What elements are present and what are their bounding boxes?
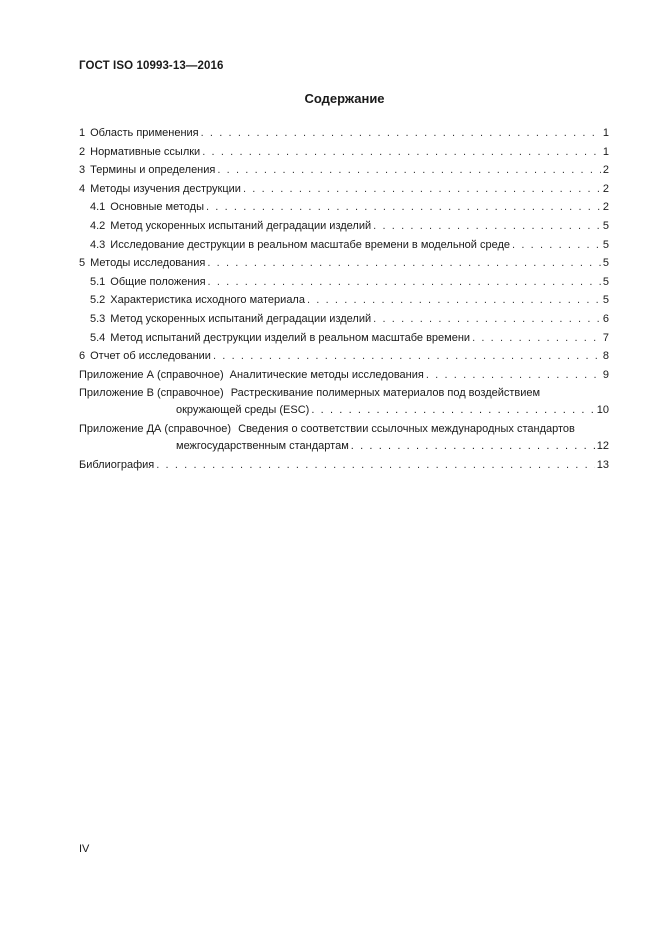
toc-item-text: Метод ускоренных испытаний деградации изделий bbox=[110, 219, 372, 232]
leader-dots bbox=[373, 310, 601, 329]
leader-dots bbox=[243, 180, 601, 199]
toc-item-text: Общие положения bbox=[110, 275, 206, 288]
toc-item-page: 2 bbox=[602, 164, 609, 177]
toc-item-text: Основные методы bbox=[110, 201, 204, 214]
toc-item-page: 6 bbox=[602, 312, 609, 325]
toc-item-number: 5.4 bbox=[90, 331, 106, 344]
toc-item-number: 6 bbox=[79, 350, 86, 363]
toc-item[interactable] bbox=[79, 236, 609, 255]
leader-dots bbox=[512, 236, 601, 255]
leader-dots bbox=[207, 254, 601, 273]
toc-item-text-continued: окружающей среды (ESC) bbox=[176, 404, 310, 417]
leader-dots bbox=[217, 161, 601, 180]
toc-item-label: Приложение ДА (справочное) bbox=[79, 423, 232, 436]
toc-item-page: 8 bbox=[602, 350, 609, 363]
toc-item-page: 2 bbox=[602, 182, 609, 195]
toc-item-text: Исследование деструкции в реальном масштабе времени в модельной среде bbox=[110, 238, 511, 251]
toc-item[interactable] bbox=[79, 198, 609, 217]
toc-item-bibliography[interactable] bbox=[79, 456, 609, 475]
toc-item-appendix-a[interactable] bbox=[79, 366, 609, 385]
toc-item[interactable] bbox=[79, 143, 609, 162]
toc-item-label: Приложение А (справочное) bbox=[79, 368, 224, 381]
toc-item-number: 3 bbox=[79, 164, 86, 177]
toc-item[interactable] bbox=[79, 180, 609, 199]
toc-item-appendix-b[interactable] bbox=[79, 385, 609, 419]
toc-item[interactable] bbox=[79, 254, 609, 273]
toc-item-page: 5 bbox=[602, 219, 609, 232]
toc-item-page: 9 bbox=[602, 368, 609, 381]
toc-item-number: 1 bbox=[79, 127, 86, 139]
leader-dots bbox=[208, 273, 601, 292]
toc-item-text: Методы изучения деструкции bbox=[90, 182, 241, 195]
toc-item-number: 5.2 bbox=[90, 294, 106, 307]
leader-dots bbox=[373, 217, 601, 236]
toc-item-number: 4 bbox=[79, 182, 86, 195]
table-of-contents bbox=[79, 124, 609, 475]
leader-dots bbox=[351, 438, 595, 455]
toc-item-label: Приложение В (справочное) bbox=[79, 387, 224, 400]
toc-item-number: 5 bbox=[79, 257, 86, 270]
toc-item-number: 2 bbox=[79, 145, 86, 158]
leader-dots bbox=[206, 198, 601, 217]
leader-dots bbox=[307, 291, 601, 310]
toc-item-text: Метод ускоренных испытаний деградации изделий bbox=[110, 312, 372, 325]
toc-item-text: Сведения о соответствии ссылочных международных стандартов bbox=[238, 423, 575, 436]
toc-item-page: 7 bbox=[602, 331, 609, 344]
toc-item-text: Библиография bbox=[79, 459, 155, 472]
toc-item-text: Методы исследования bbox=[90, 257, 206, 270]
leader-dots bbox=[472, 329, 601, 348]
leader-dots bbox=[213, 347, 601, 366]
toc-item-page: 13 bbox=[596, 459, 609, 472]
toc-item-text: Область применения bbox=[90, 127, 199, 139]
toc-item-text: Аналитические методы исследования bbox=[229, 368, 424, 381]
toc-item-page: 5 bbox=[602, 238, 609, 251]
toc-item-page: 10 bbox=[596, 404, 609, 417]
leader-dots bbox=[201, 124, 601, 143]
toc-item-page: 12 bbox=[596, 440, 609, 453]
toc-item-appendix-da[interactable] bbox=[79, 421, 609, 455]
toc-item-text: Растрескивание полимерных материалов под воздействием bbox=[230, 387, 541, 400]
toc-item-number: 4.1 bbox=[90, 201, 106, 214]
leader-dots bbox=[156, 456, 595, 475]
page-number: IV bbox=[79, 843, 90, 855]
toc-item-page: 2 bbox=[602, 201, 609, 214]
toc-item[interactable] bbox=[79, 291, 609, 310]
leader-dots bbox=[426, 366, 601, 385]
toc-item[interactable] bbox=[79, 347, 609, 366]
toc-item[interactable] bbox=[79, 310, 609, 329]
document-header: ГОСТ ISO 10993-13—2016 bbox=[79, 60, 224, 72]
toc-item[interactable] bbox=[79, 273, 609, 292]
toc-item-text: Нормативные ссылки bbox=[90, 145, 201, 158]
page-title: Содержание bbox=[304, 91, 385, 106]
toc-item-text: Метод испытаний деструкции изделий в реальном масштабе времени bbox=[110, 331, 471, 344]
toc-item[interactable] bbox=[79, 217, 609, 236]
toc-item-number: 5.1 bbox=[90, 275, 106, 288]
toc-item-page: 1 bbox=[602, 127, 609, 139]
toc-item-number: 4.2 bbox=[90, 219, 106, 232]
toc-item-page: 5 bbox=[602, 294, 609, 307]
toc-item[interactable] bbox=[79, 124, 609, 143]
toc-item-number: 4.3 bbox=[90, 238, 106, 251]
toc-item[interactable] bbox=[79, 161, 609, 180]
leader-dots bbox=[311, 402, 594, 419]
toc-item-page: 5 bbox=[602, 257, 609, 270]
toc-item-text: Термины и определения bbox=[90, 164, 216, 177]
toc-item-number: 5.3 bbox=[90, 312, 106, 325]
toc-item-page: 1 bbox=[602, 145, 609, 158]
toc-item-text-continued: межгосударственным стандартам bbox=[176, 440, 349, 453]
toc-item-page: 5 bbox=[602, 275, 609, 288]
toc-item[interactable] bbox=[79, 329, 609, 348]
toc-item-text: Отчет об исследовании bbox=[90, 350, 211, 363]
toc-item-text: Характеристика исходного материала bbox=[110, 294, 305, 307]
leader-dots bbox=[202, 143, 601, 162]
